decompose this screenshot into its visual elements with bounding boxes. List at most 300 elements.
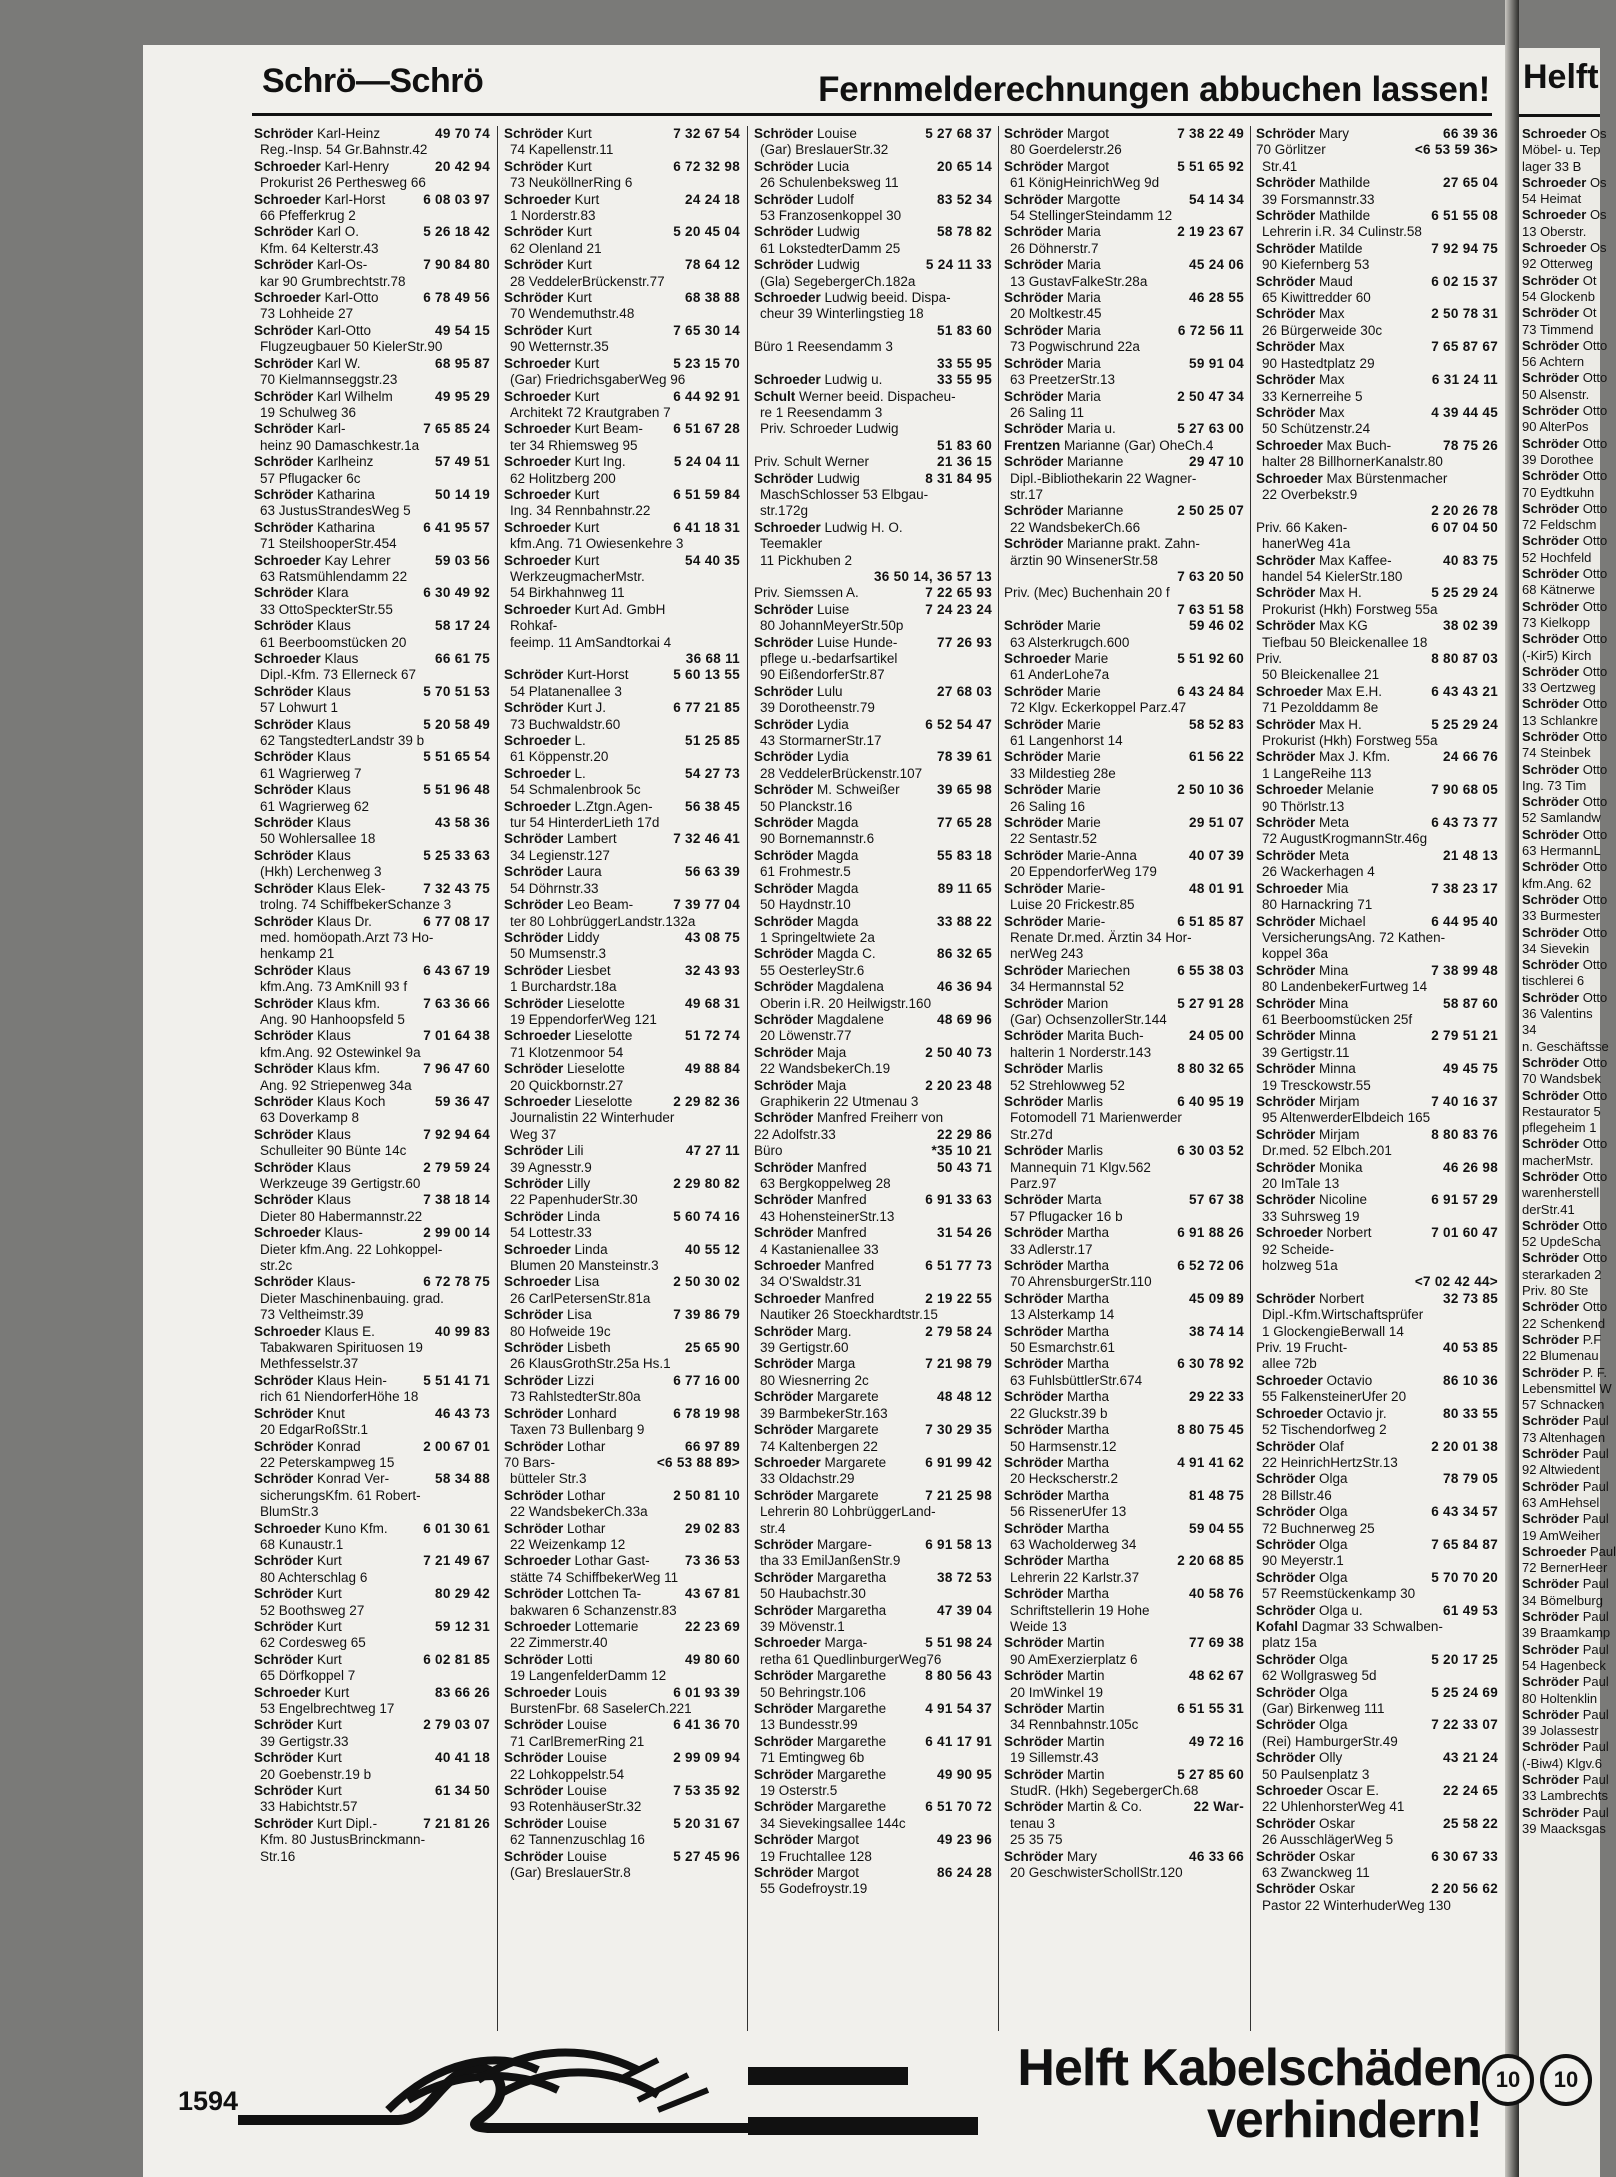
entry-phone-number: 77 65 28 — [937, 815, 992, 831]
entry-phone-number: 6 51 85 87 — [1177, 913, 1244, 929]
next-page-surname: Schröder — [1522, 1641, 1580, 1657]
entry-given-name: Kurt — [567, 290, 592, 306]
entry-address: 26 Saling 11 — [1010, 404, 1085, 420]
next-page-text: 39 Braamkamp — [1522, 1625, 1611, 1641]
entry-given-name: Marita Buch- — [1067, 1028, 1144, 1044]
entry-phone-number: 51 83 60 — [937, 437, 992, 453]
entry-given-name: Priv. Siemssen A. — [754, 585, 859, 601]
entry-given-name: L.Ztgn.Agen- — [574, 798, 653, 814]
next-page-line — [1522, 1479, 1616, 1495]
entry-phone-number: 7 39 86 79 — [673, 1307, 740, 1323]
next-page-text: Lebensmittel W — [1522, 1380, 1612, 1396]
entry-given-name: M. Schweißer — [817, 782, 900, 798]
entry-phone-number: 46 33 66 — [1189, 1848, 1244, 1864]
entry-address: 52 Tischendorfweg 2 — [1262, 1422, 1387, 1438]
entry-main — [254, 389, 431, 405]
entry-given-name: Kurt — [317, 1783, 342, 1799]
entry-given-name: Marion — [1067, 995, 1109, 1011]
directory-entry — [254, 1521, 490, 1537]
column-divider — [1250, 126, 1251, 2031]
entry-phone-number: 22 29 86 — [937, 1126, 992, 1142]
directory-entry — [1256, 142, 1498, 158]
directory-entry — [1256, 996, 1498, 1012]
directory-entry — [1004, 1586, 1244, 1602]
entry-main — [1256, 274, 1427, 290]
entry-phone-number: 7 92 94 75 — [1431, 240, 1498, 256]
entry-address: 33 Oldachstr.29 — [760, 1471, 855, 1487]
entry-given-name: Manfred — [817, 1192, 867, 1208]
next-page-line — [1522, 533, 1616, 549]
entry-given-name: Martha — [1067, 1290, 1110, 1306]
entry-surname: Schröder — [754, 1225, 814, 1241]
entry-phone-number: 7 65 85 24 — [423, 421, 490, 437]
entry-surname: Schröder — [1004, 1668, 1064, 1684]
entry-address: Mannequin 71 Klgv.562 — [1010, 1159, 1151, 1175]
entry-given-name: Ludwig beeid. Dispa- — [824, 290, 951, 306]
directory-entry — [1004, 1455, 1244, 1471]
next-page-line — [1522, 582, 1616, 598]
entry-main — [254, 1717, 419, 1733]
entry-address: Prokurist 26 Perthesweg 66 — [260, 175, 426, 191]
entry-main — [1004, 1849, 1185, 1865]
next-page-line — [1522, 1772, 1616, 1788]
next-page-line — [1522, 289, 1616, 305]
entry-surname: Schröder — [504, 1340, 564, 1356]
entry-surname: Schröder — [1256, 1602, 1316, 1618]
entry-main — [1256, 1570, 1427, 1586]
directory-entry — [254, 618, 490, 634]
entry-main — [504, 831, 669, 847]
entry-main — [504, 1488, 669, 1504]
entry-address: Prokurist (Hkh) Forstweg 55a — [1262, 601, 1438, 617]
entry-phone-number: 58 17 24 — [435, 618, 490, 634]
entry-given-name: Olga — [1319, 1684, 1348, 1700]
entry-main — [754, 1537, 921, 1553]
listing-column-3 — [754, 126, 992, 2031]
next-page-text: 34 Bömelburg — [1522, 1592, 1603, 1608]
entry-main — [754, 914, 933, 930]
entry-address: Dipl.-Kfm.Wirtschaftsprüfer — [1262, 1307, 1424, 1323]
entry-address: (Gar) OchsenzollerStr.144 — [1010, 1011, 1167, 1027]
entry-address: 61 Wagrierweg 62 — [260, 798, 370, 814]
entry-given-name: Margarete — [817, 1487, 879, 1503]
entry-given-name: Klaus — [317, 1192, 351, 1208]
entry-given-name: Marlis — [1067, 1093, 1104, 1109]
directory-entry — [1256, 471, 1498, 487]
entry-phone-number: 6 77 08 17 — [423, 913, 490, 929]
listing-column-4 — [1004, 126, 1244, 2031]
entry-address: Teemakler — [760, 536, 823, 552]
entry-given-name: Klaus kfm. — [317, 995, 381, 1011]
directory-entry — [504, 1783, 740, 1799]
directory-entry — [504, 1750, 740, 1766]
entry-phone-number: 48 69 96 — [937, 1011, 992, 1027]
directory-entry — [504, 257, 740, 273]
entry-given-name: Octavio jr. — [1326, 1405, 1387, 1421]
entry-given-name: Maria u. — [1067, 421, 1116, 437]
entry-main — [254, 224, 419, 240]
entry-address: 55 FalkensteinerUfer 20 — [1262, 1389, 1407, 1405]
entry-address: (Gar) FriedrichsgaberWeg 96 — [510, 372, 686, 388]
directory-entry — [1256, 1816, 1498, 1832]
entry-address: bütteler Str.3 — [510, 1471, 587, 1487]
directory-entry — [1004, 126, 1244, 142]
entry-address: 61 Langenhorst 14 — [1010, 733, 1123, 749]
entry-given-name: Konrad Ver- — [317, 1471, 390, 1487]
column-divider — [998, 126, 999, 2031]
entry-phone-number: 7 38 22 49 — [1177, 126, 1244, 141]
directory-entry — [1004, 421, 1244, 437]
directory-entry — [1256, 1439, 1498, 1455]
entry-address: 19 Schulweg 36 — [260, 404, 357, 420]
entry-main — [504, 996, 681, 1012]
entry-surname: Schröder — [504, 158, 564, 174]
entry-main — [504, 487, 669, 503]
entry-main — [754, 1291, 921, 1307]
entry-surname: Schröder — [254, 1061, 314, 1077]
entry-phone-number: 8 80 83 76 — [1431, 1126, 1498, 1142]
entry-given-name: Oskar — [1319, 1881, 1356, 1897]
directory-entry — [1004, 1028, 1244, 1044]
entry-phone-number: 7 32 43 75 — [423, 880, 490, 896]
entry-address: 28 Billstr.46 — [1262, 1487, 1332, 1503]
entry-phone-number: 66 39 36 — [1443, 126, 1498, 141]
entry-surname: Schroeder — [754, 519, 821, 535]
entry-phone-number: 54 14 34 — [1189, 191, 1244, 207]
next-page-surname: Schröder — [1522, 1136, 1580, 1152]
entry-phone-number: 43 67 81 — [685, 1586, 740, 1602]
entry-address: Dr.med. 52 Elbch.201 — [1262, 1143, 1392, 1159]
entry-given-name: Ludolf — [817, 191, 854, 207]
entry-address: Prokurist (Hkh) Forstweg 55a — [1262, 733, 1438, 749]
entry-phone-number: 5 25 29 24 — [1431, 585, 1498, 601]
entry-main — [1256, 618, 1439, 634]
next-page-text: Otto — [1582, 1087, 1608, 1103]
entry-surname: Schröder — [254, 749, 314, 765]
next-page-line — [1522, 892, 1616, 908]
directory-entry — [504, 602, 740, 618]
entry-surname: Schroeder — [1256, 782, 1323, 798]
entry-phone-number: 6 30 67 33 — [1431, 1848, 1498, 1864]
next-page-line — [1522, 1805, 1616, 1821]
next-page-line — [1522, 973, 1616, 989]
next-page-text: 52 Samlandw — [1522, 810, 1601, 826]
entry-surname: Schroeder — [1256, 1225, 1323, 1241]
entry-phone-number: 5 20 17 25 — [1431, 1651, 1498, 1667]
entry-address: 43 HohensteinerStr.13 — [760, 1208, 895, 1224]
entry-address: 90 EißendorferStr.87 — [760, 667, 885, 683]
entry-surname: Schröder — [504, 1750, 564, 1766]
entry-address: 62 Tannenzuschlag 16 — [510, 1832, 645, 1848]
entry-main — [254, 1521, 419, 1537]
entry-address: 26 Bürgerweide 30c — [1262, 322, 1383, 338]
entry-surname: Schroeder — [254, 651, 321, 666]
entry-surname: Schröder — [254, 1783, 314, 1799]
entry-given-name: Lisa — [574, 1274, 600, 1290]
next-page-line — [1522, 1674, 1616, 1690]
directory-entry — [1256, 1504, 1498, 1520]
directory-entry — [254, 651, 490, 667]
entry-main — [754, 1570, 933, 1586]
directory-entry — [754, 1078, 992, 1094]
entry-phone-number: 7 40 16 37 — [1431, 1093, 1498, 1109]
entry-given-name: Mathilde — [1319, 208, 1371, 224]
directory-entry — [1004, 782, 1244, 798]
entry-address: 61 KönigHeinrichWeg 9d — [1010, 175, 1160, 191]
directory-entry — [1004, 651, 1244, 667]
next-page-text: Restaurator 5 — [1522, 1103, 1601, 1119]
entry-surname: Schroeder — [1256, 683, 1323, 699]
entry-phone-number: 7 01 60 47 — [1431, 1225, 1498, 1241]
entry-phone-number: 7 63 20 50 — [1177, 568, 1244, 584]
directory-entry — [254, 192, 490, 208]
entry-phone-number: 5 51 92 60 — [1177, 651, 1244, 666]
entry-address: 1 Springeltwiete 2a — [760, 929, 875, 945]
entry-phone-number: 38 74 14 — [1189, 1323, 1244, 1339]
next-page-line — [1522, 370, 1616, 386]
entry-main — [1256, 1881, 1427, 1897]
entry-given-name: Olga — [1319, 1717, 1348, 1733]
next-page-text: 50 Alsenstr. — [1522, 386, 1590, 402]
entry-phone-number: 24 66 76 — [1443, 749, 1498, 765]
entry-given-name: Oskar — [1319, 1848, 1356, 1864]
directory-entry — [754, 1488, 992, 1504]
entry-main — [254, 487, 431, 503]
entry-given-name: Mary — [1067, 1848, 1098, 1864]
directory-entry — [754, 257, 992, 273]
entry-phone-number: 20 65 14 — [937, 158, 992, 174]
entry-surname: Schröder — [754, 815, 814, 831]
entry-address: Graphikerin 22 Utmenau 3 — [760, 1093, 919, 1109]
entry-surname: Schröder — [504, 1717, 564, 1733]
entry-given-name: Karl-Otto — [324, 290, 379, 306]
entry-surname: Schröder — [754, 847, 814, 863]
entry-main — [1256, 208, 1427, 224]
entry-surname: Schroeder — [504, 765, 571, 781]
entry-address: tur 54 HinterderLieth 17d — [510, 815, 660, 831]
entry-surname: Schröder — [254, 995, 314, 1011]
entry-phone-number: 6 07 04 50 — [1431, 519, 1498, 535]
next-page-text: 33 Burmester — [1522, 908, 1601, 924]
directory-entry — [254, 1717, 490, 1733]
entry-phone-number: 6 01 30 61 — [423, 1520, 490, 1536]
entry-phone-number: 6 43 34 57 — [1431, 1504, 1498, 1520]
entry-surname: Schröder — [754, 470, 814, 486]
entry-surname: Schroeder — [1256, 1405, 1323, 1421]
entry-main — [254, 1061, 419, 1077]
next-page-surname: Schröder — [1522, 1478, 1580, 1494]
entry-surname: Schröder — [754, 1733, 814, 1749]
next-page-text: 22 Schenkend — [1522, 1315, 1606, 1331]
entry-phone-number: 5 51 98 24 — [925, 1635, 992, 1651]
entry-given-name: Monika — [1319, 1159, 1363, 1175]
next-page-text: 70 Eydtkuhn — [1522, 484, 1595, 500]
next-page-surname: Schroeder — [1522, 174, 1587, 190]
entry-surname: Schröder — [1004, 1258, 1064, 1274]
entry-surname: Schroeder — [254, 290, 321, 306]
directory-entry — [1004, 1356, 1244, 1372]
entry-given-name: Maud — [1319, 273, 1353, 289]
entry-surname: Schröder — [1004, 1766, 1064, 1782]
entry-surname: Schröder — [1004, 1061, 1064, 1077]
entry-address: 73 Veltheimstr.39 — [260, 1307, 364, 1323]
page-header-range: Schrö—Schrö — [262, 62, 484, 100]
entry-address: 63 Zwanckweg 11 — [1262, 1865, 1370, 1881]
entry-address: 71 SteilshooperStr.454 — [260, 536, 397, 552]
entry-address: tenau 3 — [1010, 1815, 1056, 1831]
entry-main — [504, 667, 669, 683]
entry-phone-number: 5 27 68 37 — [925, 126, 992, 141]
entry-address: Rohkaf- — [510, 618, 558, 634]
directory-entry — [504, 126, 740, 142]
next-page-surname: Schroeder — [1522, 126, 1587, 141]
entry-phone-number: 5 51 96 48 — [423, 782, 490, 798]
entry-phone-number: 5 70 51 53 — [423, 683, 490, 699]
next-page-line — [1522, 468, 1616, 484]
entry-given-name: Klaus Koch — [317, 1093, 386, 1109]
next-page-surname: Schröder — [1522, 1446, 1580, 1462]
entry-main — [254, 1094, 431, 1110]
entry-main — [1256, 339, 1427, 355]
directory-entry — [1004, 536, 1244, 552]
entry-given-name: Martha — [1067, 1454, 1110, 1470]
entry-main — [1256, 1028, 1427, 1044]
entry-phone-number: 27 65 04 — [1443, 175, 1498, 191]
next-page-line — [1522, 1495, 1616, 1511]
entry-given-name: Margarete — [817, 1389, 879, 1405]
entry-main — [1004, 684, 1173, 700]
directory-entry — [754, 585, 992, 601]
entry-address: 39 Gertigstr.60 — [760, 1340, 849, 1356]
entry-main — [1256, 914, 1427, 930]
entry-surname: Schröder — [1004, 1520, 1064, 1536]
entry-address: (Rei) HamburgerStr.49 — [1262, 1733, 1398, 1749]
entry-surname: Schröder — [504, 1307, 564, 1323]
directory-entry — [754, 1160, 992, 1176]
entry-main — [1004, 585, 1240, 601]
next-page-line — [1522, 1316, 1616, 1332]
entry-address: 26 KlausGrothStr.25a Hs.1 — [510, 1356, 671, 1372]
directory-entry — [504, 1242, 740, 1258]
directory-entry — [754, 1045, 992, 1061]
directory-entry — [504, 1488, 740, 1504]
entry-phone-number: 49 54 15 — [435, 322, 490, 338]
entry-given-name: Kurt — [317, 1586, 342, 1602]
entry-given-name: Olga — [1319, 1504, 1348, 1520]
entry-address: WerkzeugmacherMstr. — [510, 568, 645, 584]
entry-main — [1004, 192, 1185, 208]
directory-entry — [504, 356, 740, 372]
entry-given-name: Martha — [1067, 1422, 1110, 1438]
entry-phone-number: 7 65 87 67 — [1431, 339, 1498, 355]
entry-phone-number: 6 02 15 37 — [1431, 273, 1498, 289]
next-page-surname: Schröder — [1522, 1054, 1580, 1070]
entry-surname: Schröder — [254, 1028, 314, 1044]
entry-address: 33 Mildestieg 28e — [1010, 765, 1116, 781]
entry-address: Taxen 73 Bullenbarg 9 — [510, 1422, 645, 1438]
entry-surname: Schröder — [254, 1815, 314, 1831]
entry-main — [1256, 520, 1427, 536]
entry-phone-number: 57 67 38 — [1189, 1192, 1244, 1208]
entry-phone-number: 80 33 55 — [1443, 1405, 1498, 1421]
entry-main — [504, 421, 669, 437]
entry-phone-number: 20 42 94 — [435, 158, 490, 174]
entry-phone-number: 32 73 85 — [1443, 1290, 1498, 1306]
entry-address: 54 Birkhahnweg 11 — [510, 585, 625, 601]
entry-given-name: Klaus Hein- — [317, 1372, 387, 1388]
entry-address: 56 RissenerUfer 13 — [1010, 1504, 1127, 1520]
entry-address: (Gar) BreslauerStr.32 — [760, 142, 889, 158]
entry-phone-number: 2 50 10 36 — [1177, 782, 1244, 798]
entry-main — [754, 372, 933, 388]
entry-given-name: Kurt — [567, 224, 592, 240]
entry-address: Kfm. 80 JustusBrinckmann- — [260, 1832, 426, 1848]
directory-entry — [504, 733, 740, 749]
directory-entry — [1256, 1373, 1498, 1389]
entry-main — [1004, 1488, 1185, 1504]
next-page-text: 70 Wandsbek — [1522, 1071, 1602, 1087]
entry-main — [1004, 1521, 1185, 1537]
entry-surname: Schröder — [254, 683, 314, 699]
entry-address: 90 Thörlstr.13 — [1262, 798, 1345, 814]
entry-main — [1256, 241, 1427, 257]
directory-entry — [754, 979, 992, 995]
entry-given-name: Max J. Kfm. — [1319, 749, 1391, 765]
directory-entry — [504, 389, 740, 405]
entry-address: 63 JustusStrandesWeg 5 — [260, 503, 411, 519]
entry-main — [754, 782, 933, 798]
entry-address: 62 Cordesweg 65 — [260, 1635, 366, 1651]
entry-given-name: Klaus — [317, 683, 351, 699]
entry-surname: Schröder — [754, 1602, 814, 1618]
entry-address: 20 EdgarRoßStr.1 — [260, 1422, 369, 1438]
entry-given-name: Maja — [817, 1044, 847, 1060]
next-page-line — [1522, 1593, 1616, 1609]
directory-entry — [504, 1652, 740, 1668]
entry-address: 50 Haubachstr.30 — [760, 1586, 866, 1602]
next-page-text: 57 Schnacken — [1522, 1397, 1605, 1413]
directory-entry — [254, 1028, 490, 1044]
entry-phone-number: 6 77 16 00 — [673, 1372, 740, 1388]
entry-phone-number: 6 51 55 31 — [1177, 1701, 1244, 1716]
entry-main — [754, 1078, 921, 1094]
entry-phone-number: 57 49 51 — [435, 454, 490, 470]
entry-surname: Schröder — [254, 962, 314, 978]
entry-given-name: Maria — [1067, 290, 1101, 306]
entry-main — [1004, 1192, 1185, 1208]
entry-surname: Schröder — [1256, 1471, 1316, 1487]
directory-entry — [1004, 1488, 1244, 1504]
next-page-text: 74 Steinbek — [1522, 745, 1591, 761]
entry-address: kar 90 Grumbrechtstr.78 — [260, 273, 406, 289]
entry-address: koppel 36a — [1262, 946, 1329, 962]
entry-address: 22 Peterskampweg 15 — [260, 1454, 395, 1470]
entry-surname: Schröder — [1256, 1569, 1316, 1585]
entry-phone-number: 25 65 90 — [685, 1340, 740, 1356]
entry-main — [754, 1668, 921, 1684]
next-page-line — [1522, 1413, 1616, 1429]
entry-address: 20 Moltkestr.45 — [1010, 306, 1102, 322]
entry-phone-number: 46 28 55 — [1189, 290, 1244, 306]
directory-entry — [254, 1225, 490, 1241]
entry-main — [1004, 290, 1185, 306]
entry-phone-number: 49 45 75 — [1443, 1061, 1498, 1077]
entry-main — [254, 1553, 419, 1569]
entry-surname: Schröder — [1256, 913, 1316, 929]
directory-entry — [1256, 1717, 1498, 1733]
entry-address: 73 Lohheide 27 — [260, 306, 354, 322]
entry-phone-number: 6 44 95 40 — [1431, 913, 1498, 929]
